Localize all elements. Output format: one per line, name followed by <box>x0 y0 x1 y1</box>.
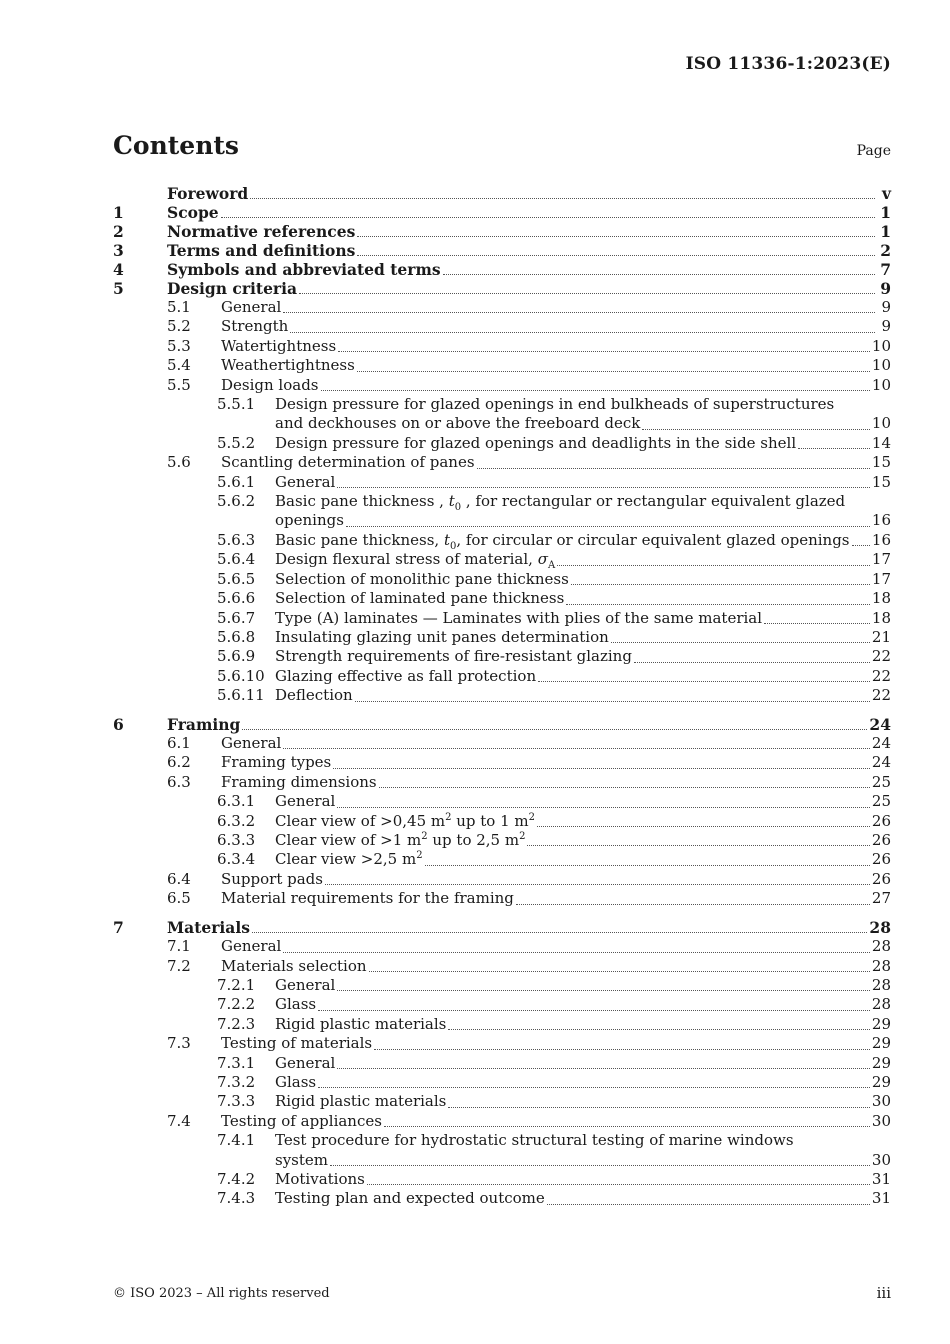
toc-entry[interactable] <box>113 609 891 628</box>
dot-leader <box>283 747 870 749</box>
dot-leader <box>283 311 875 313</box>
toc-entry-page: 15 <box>871 472 891 491</box>
toc-entry[interactable] <box>113 184 891 203</box>
toc-entry-title: Normative references <box>167 222 356 241</box>
toc-entry-page: 15 <box>871 453 891 472</box>
toc-entry-page: 14 <box>871 433 891 452</box>
toc-entry-number: 3 <box>113 241 124 260</box>
toc-entry-title-continued: openings <box>275 511 344 530</box>
dot-leader <box>384 1125 870 1127</box>
toc-entry[interactable] <box>113 976 891 995</box>
toc-entry[interactable] <box>113 570 891 589</box>
toc-entry[interactable] <box>113 589 891 608</box>
toc-entry[interactable] <box>113 773 891 792</box>
toc-entry-page: 18 <box>871 608 891 627</box>
toc-entry-title: Watertightness <box>221 336 337 355</box>
toc-entry[interactable] <box>113 937 891 956</box>
toc-entry-page: 29 <box>871 1073 891 1092</box>
toc-entry-title: Clear view of >1 $m^2$ up to 2,5 $m^2$ <box>275 831 526 850</box>
toc-entry-number: 7.3.3 <box>217 1092 256 1111</box>
toc-entry[interactable] <box>113 1170 891 1189</box>
toc-entry-title: General <box>275 1053 336 1072</box>
toc-entry-title: Insulating glazing unit panes determination <box>275 627 609 646</box>
table-of-contents <box>113 184 891 1209</box>
dot-leader <box>338 350 870 352</box>
toc-entry-number: 5.6.11 <box>217 686 265 705</box>
toc-entry-page: 16 <box>871 530 891 549</box>
toc-entry-number: 7.2.1 <box>217 976 256 994</box>
toc-entry-title: General <box>221 298 282 316</box>
dot-leader <box>448 1028 870 1030</box>
toc-entry-page: 26 <box>871 811 891 830</box>
toc-entry-number: 7.4.1 <box>217 1131 256 1150</box>
toc-entry-title: Foreword <box>167 184 249 203</box>
toc-entry[interactable] <box>113 1015 891 1034</box>
dot-leader <box>346 525 870 527</box>
toc-entry-page: 29 <box>871 1014 891 1033</box>
toc-entry[interactable] <box>113 957 891 976</box>
toc-entry-number: 5.6.10 <box>217 666 265 685</box>
toc-entry[interactable] <box>113 647 891 666</box>
toc-entry-page: 29 <box>871 1053 891 1072</box>
toc-entry-number: 7.4 <box>167 1111 191 1130</box>
dot-leader <box>337 806 870 808</box>
toc-entry-number: 6.5 <box>167 889 191 908</box>
toc-entry-title: Materials selection <box>221 956 367 975</box>
toc-entry[interactable] <box>113 628 891 647</box>
dot-leader <box>337 486 870 488</box>
toc-entry-number: 5.6.3 <box>217 530 256 549</box>
toc-entry-number: 7.3 <box>167 1034 191 1053</box>
toc-entry-number: 5.6.4 <box>217 550 256 569</box>
dot-leader <box>299 292 875 294</box>
toc-entry[interactable] <box>113 715 891 734</box>
toc-entry-title: Scantling determination of panes <box>221 453 475 472</box>
toc-entry[interactable] <box>113 734 891 753</box>
toc-entry-title: Rigid plastic materials <box>275 1092 447 1111</box>
toc-entry-title: Scope <box>167 203 219 222</box>
toc-entry-number: 7.1 <box>167 937 191 956</box>
toc-entry-page: 1 <box>880 203 891 222</box>
dot-leader <box>611 641 870 643</box>
toc-entry[interactable] <box>113 1131 891 1170</box>
toc-entry-number: 1 <box>113 203 124 222</box>
contents-heading: Contents <box>113 131 240 160</box>
toc-entry-number: 5.1 <box>167 298 191 316</box>
toc-entry-title: Terms and definitions <box>167 241 356 260</box>
dot-leader <box>325 883 870 885</box>
toc-entry-title: Design criteria <box>167 279 298 298</box>
toc-entry-title: General <box>221 937 282 956</box>
toc-entry-title: Clear view of >0,45 $m^2$ up to 1 $m^2$ <box>275 811 536 830</box>
dot-leader <box>764 622 870 624</box>
toc-entry[interactable] <box>113 453 891 472</box>
toc-entry-title: Symbols and abbreviated terms <box>167 260 441 279</box>
toc-entry-page: 28 <box>871 956 891 975</box>
toc-entry[interactable] <box>113 812 891 831</box>
toc-entry-number: 7.2 <box>167 956 191 975</box>
toc-entry-title: Framing <box>167 715 241 735</box>
dot-leader <box>283 951 870 953</box>
dot-leader <box>566 603 870 605</box>
toc-entry[interactable] <box>113 473 891 492</box>
toc-entry-page: 21 <box>871 627 891 646</box>
toc-entry-number: 7.3.1 <box>217 1053 256 1072</box>
toc-entry[interactable] <box>113 550 891 572</box>
dot-leader <box>537 825 870 827</box>
toc-entry-number: 5.6.1 <box>217 472 256 491</box>
toc-entry-title-continued: system <box>275 1150 328 1169</box>
toc-entry-title: Weathertightness <box>221 356 355 375</box>
dot-leader <box>527 844 869 846</box>
toc-entry[interactable] <box>113 918 891 937</box>
toc-entry-title: Basic pane thickness, $t_0$, for circular or circular equivalent glazed openings <box>275 530 850 552</box>
toc-entry-page: 2 <box>880 241 891 260</box>
toc-entry-title: Testing plan and expected outcome <box>275 1189 545 1208</box>
toc-entry-title: General <box>275 976 336 994</box>
toc-entry-title: Rigid plastic materials <box>275 1014 447 1033</box>
toc-entry[interactable] <box>113 356 891 375</box>
dot-leader <box>642 428 870 430</box>
toc-entry-title: Glass <box>275 995 317 1014</box>
toc-entry-title: Strength <box>221 317 289 336</box>
toc-entry-title-continued: and deckhouses on or above the freeboard deck <box>275 414 641 433</box>
toc-entry[interactable] <box>113 1054 891 1073</box>
toc-entry-number: 6.3.1 <box>217 792 256 811</box>
toc-entry-number: 5.6 <box>167 453 191 472</box>
toc-entry-number: 5 <box>113 279 124 298</box>
toc-entry-page: 29 <box>871 1034 891 1053</box>
dot-leader <box>425 864 870 866</box>
toc-entry[interactable] <box>113 1092 891 1111</box>
toc-entry-number: 6.3.2 <box>217 811 256 830</box>
toc-entry[interactable] <box>113 531 891 550</box>
dot-leader <box>242 728 867 730</box>
toc-entry-number: 6.3.3 <box>217 831 256 850</box>
toc-entry-number: 5.6.6 <box>217 589 256 608</box>
toc-entry-page: 30 <box>871 1111 891 1130</box>
toc-entry-title: Framing types <box>221 753 332 772</box>
toc-entry-title: Design pressure for glazed openings and deadlights in the side shell <box>275 433 797 452</box>
toc-entry-page: 26 <box>871 831 891 850</box>
toc-entry-number: 7.3.2 <box>217 1073 256 1092</box>
toc-entry-page: 7 <box>880 260 891 279</box>
dot-leader <box>337 989 870 991</box>
toc-entry-number: 6.4 <box>167 869 191 888</box>
toc-entry[interactable] <box>113 1112 891 1131</box>
toc-entry-page: 28 <box>871 995 891 1014</box>
dot-leader <box>318 1009 870 1011</box>
toc-entry-page: 28 <box>871 976 891 994</box>
toc-entry[interactable] <box>113 667 891 686</box>
toc-entry-title: Test procedure for hydrostatic structural testing of marine windows <box>275 1131 794 1150</box>
toc-entry-page: 28 <box>869 918 891 938</box>
toc-entry-page: 30 <box>871 1150 891 1169</box>
toc-entry-number: 5.2 <box>167 317 191 336</box>
toc-entry[interactable] <box>113 279 891 298</box>
toc-entry-page: 10 <box>871 414 891 433</box>
toc-entry-title: Glazing effective as fall protection <box>275 666 537 685</box>
page-column-label: Page <box>856 143 891 159</box>
dot-leader <box>538 680 870 682</box>
toc-entry-number: 5.5.2 <box>217 433 256 452</box>
toc-entry-number: 5.3 <box>167 336 191 355</box>
dot-leader <box>221 216 875 218</box>
copyright-notice: © ISO 2023 – All rights reserved <box>113 1286 330 1301</box>
toc-entry-title: Clear view >2,5 $m^2$ <box>275 850 423 869</box>
dot-leader <box>318 1086 870 1088</box>
dot-leader <box>634 661 870 663</box>
toc-entry-page: 24 <box>869 715 891 735</box>
dot-leader <box>357 370 870 372</box>
toc-entry-number: 7.4.3 <box>217 1189 256 1208</box>
toc-entry-page: 25 <box>871 772 891 791</box>
toc-entry-page: 18 <box>871 589 891 608</box>
toc-entry-page: 17 <box>871 550 891 569</box>
toc-entry-title: Motivations <box>275 1170 365 1189</box>
dot-leader <box>357 254 875 256</box>
toc-entry-number: 6.3.4 <box>217 850 256 869</box>
toc-entry-page: 10 <box>871 336 891 355</box>
toc-entry-page: 31 <box>871 1189 891 1208</box>
toc-entry-number: 7.2.3 <box>217 1014 256 1033</box>
dot-leader <box>357 235 875 237</box>
toc-entry-title: Strength requirements of fire-resistant glazing <box>275 647 632 666</box>
dot-leader <box>333 767 870 769</box>
dot-leader <box>330 1164 870 1166</box>
toc-entry[interactable] <box>113 395 891 434</box>
toc-entry-page: 31 <box>871 1170 891 1189</box>
dot-leader <box>477 467 870 469</box>
toc-entry[interactable] <box>113 203 891 222</box>
dot-leader <box>448 1106 870 1108</box>
dot-leader <box>547 1203 870 1205</box>
toc-entry[interactable] <box>113 1073 891 1092</box>
toc-entry-title: Testing of appliances <box>221 1111 382 1130</box>
page-number: iii <box>876 1284 891 1302</box>
toc-entry-title: Framing dimensions <box>221 772 377 791</box>
toc-entry-page: 22 <box>871 647 891 666</box>
toc-entry-page: 10 <box>871 356 891 375</box>
toc-entry-title: Deflection <box>275 686 353 705</box>
toc-entry-page: 9 <box>880 279 891 298</box>
toc-entry[interactable] <box>113 870 891 889</box>
dot-leader <box>355 700 870 702</box>
toc-entry[interactable] <box>113 376 891 395</box>
toc-entry-number: 7 <box>113 918 124 938</box>
toc-entry-page: 22 <box>871 666 891 685</box>
toc-entry-page: 9 <box>881 298 891 316</box>
toc-entry-number: 7.2.2 <box>217 995 256 1014</box>
toc-entry-page: v <box>881 184 891 203</box>
toc-entry-title: Testing of materials <box>221 1034 373 1053</box>
toc-entry-number: 2 <box>113 222 124 241</box>
toc-entry[interactable] <box>113 241 891 260</box>
toc-entry-title: Design flexural stress of material, $\sigma_A$ <box>275 550 556 572</box>
toc-entry-number: 6.1 <box>167 734 191 753</box>
toc-entry-number: 6 <box>113 715 124 735</box>
dot-leader <box>337 1067 870 1069</box>
dot-leader <box>379 786 870 788</box>
toc-entry-page: 25 <box>871 792 891 811</box>
toc-entry-page: 9 <box>881 317 891 336</box>
toc-entry[interactable] <box>113 222 891 241</box>
dot-leader <box>852 544 870 546</box>
toc-entry-title: General <box>275 472 336 491</box>
toc-entry-title: Selection of laminated pane thickness <box>275 589 565 608</box>
toc-entry[interactable] <box>113 337 891 356</box>
toc-entry-page: 1 <box>880 222 891 241</box>
toc-entry-page: 10 <box>871 375 891 394</box>
toc-entry-title: Design pressure for glazed openings in end bulkheads of superstructures <box>275 395 835 414</box>
toc-entry-page: 17 <box>871 569 891 588</box>
toc-entry-title: Type (A) laminates — Laminates with plies of the same material <box>275 608 763 627</box>
toc-entry-page: 26 <box>871 869 891 888</box>
toc-entry-number: 5.5 <box>167 375 191 394</box>
toc-entry-page: 16 <box>871 511 891 530</box>
toc-entry[interactable] <box>113 260 891 279</box>
toc-entry-title: Material requirements for the framing <box>221 889 514 908</box>
toc-entry-title: Selection of monolithic pane thickness <box>275 569 569 588</box>
toc-entry-number: 5.6.2 <box>217 492 256 511</box>
toc-entry[interactable] <box>113 1189 891 1208</box>
dot-leader <box>367 1183 870 1185</box>
toc-entry-page: 24 <box>871 734 891 753</box>
dot-leader <box>516 903 870 905</box>
toc-entry[interactable] <box>113 492 891 531</box>
toc-entry-title: Support pads <box>221 869 323 888</box>
toc-entry-page: 26 <box>871 850 891 869</box>
toc-entry[interactable] <box>113 686 891 705</box>
toc-entry[interactable] <box>113 792 891 811</box>
toc-entry-page: 24 <box>871 753 891 772</box>
toc-entry[interactable] <box>113 753 891 772</box>
toc-entry-title: General <box>221 734 282 753</box>
toc-entry-page: 27 <box>871 889 891 908</box>
dot-leader <box>250 197 875 199</box>
toc-entry-number: 5.6.9 <box>217 647 256 666</box>
toc-entry-title: Glass <box>275 1073 317 1092</box>
toc-entry-number: 5.4 <box>167 356 191 375</box>
toc-entry-page: 28 <box>871 937 891 956</box>
toc-entry-title: Design loads <box>221 375 319 394</box>
toc-entry-page: 30 <box>871 1092 891 1111</box>
dot-leader <box>571 583 870 585</box>
toc-entry-number: 5.5.1 <box>217 395 256 414</box>
toc-entry-title: Materials <box>167 918 250 938</box>
toc-entry[interactable] <box>113 831 891 850</box>
toc-entry[interactable] <box>113 995 891 1014</box>
toc-entry[interactable] <box>113 317 891 336</box>
dot-leader <box>321 389 870 391</box>
toc-entry-number: 5.6.7 <box>217 608 256 627</box>
document-id: ISO 11336-1:2023(E) <box>685 54 891 74</box>
toc-entry[interactable] <box>113 889 891 908</box>
dot-leader <box>374 1048 870 1050</box>
toc-entry-number: 6.3 <box>167 772 191 791</box>
toc-entry-title: Basic pane thickness , $t_0$ , for rectangular or rectangular equivalent glazed <box>275 492 846 514</box>
toc-entry[interactable] <box>113 1034 891 1053</box>
toc-entry[interactable] <box>113 434 891 453</box>
toc-entry-number: 5.6.5 <box>217 569 256 588</box>
toc-entry-number: 7.4.2 <box>217 1170 256 1189</box>
toc-entry-number: 6.2 <box>167 753 191 772</box>
dot-leader <box>443 273 875 275</box>
toc-entry-page: 22 <box>871 686 891 705</box>
toc-entry[interactable] <box>113 850 891 869</box>
toc-entry-number: 4 <box>113 260 124 279</box>
dot-leader <box>369 970 870 972</box>
toc-entry[interactable] <box>113 298 891 317</box>
dot-leader <box>557 564 870 566</box>
toc-entry-number: 5.6.8 <box>217 627 256 646</box>
dot-leader <box>290 331 875 333</box>
toc-entry-title: General <box>275 792 336 811</box>
dot-leader <box>798 447 870 449</box>
dot-leader <box>252 931 867 933</box>
